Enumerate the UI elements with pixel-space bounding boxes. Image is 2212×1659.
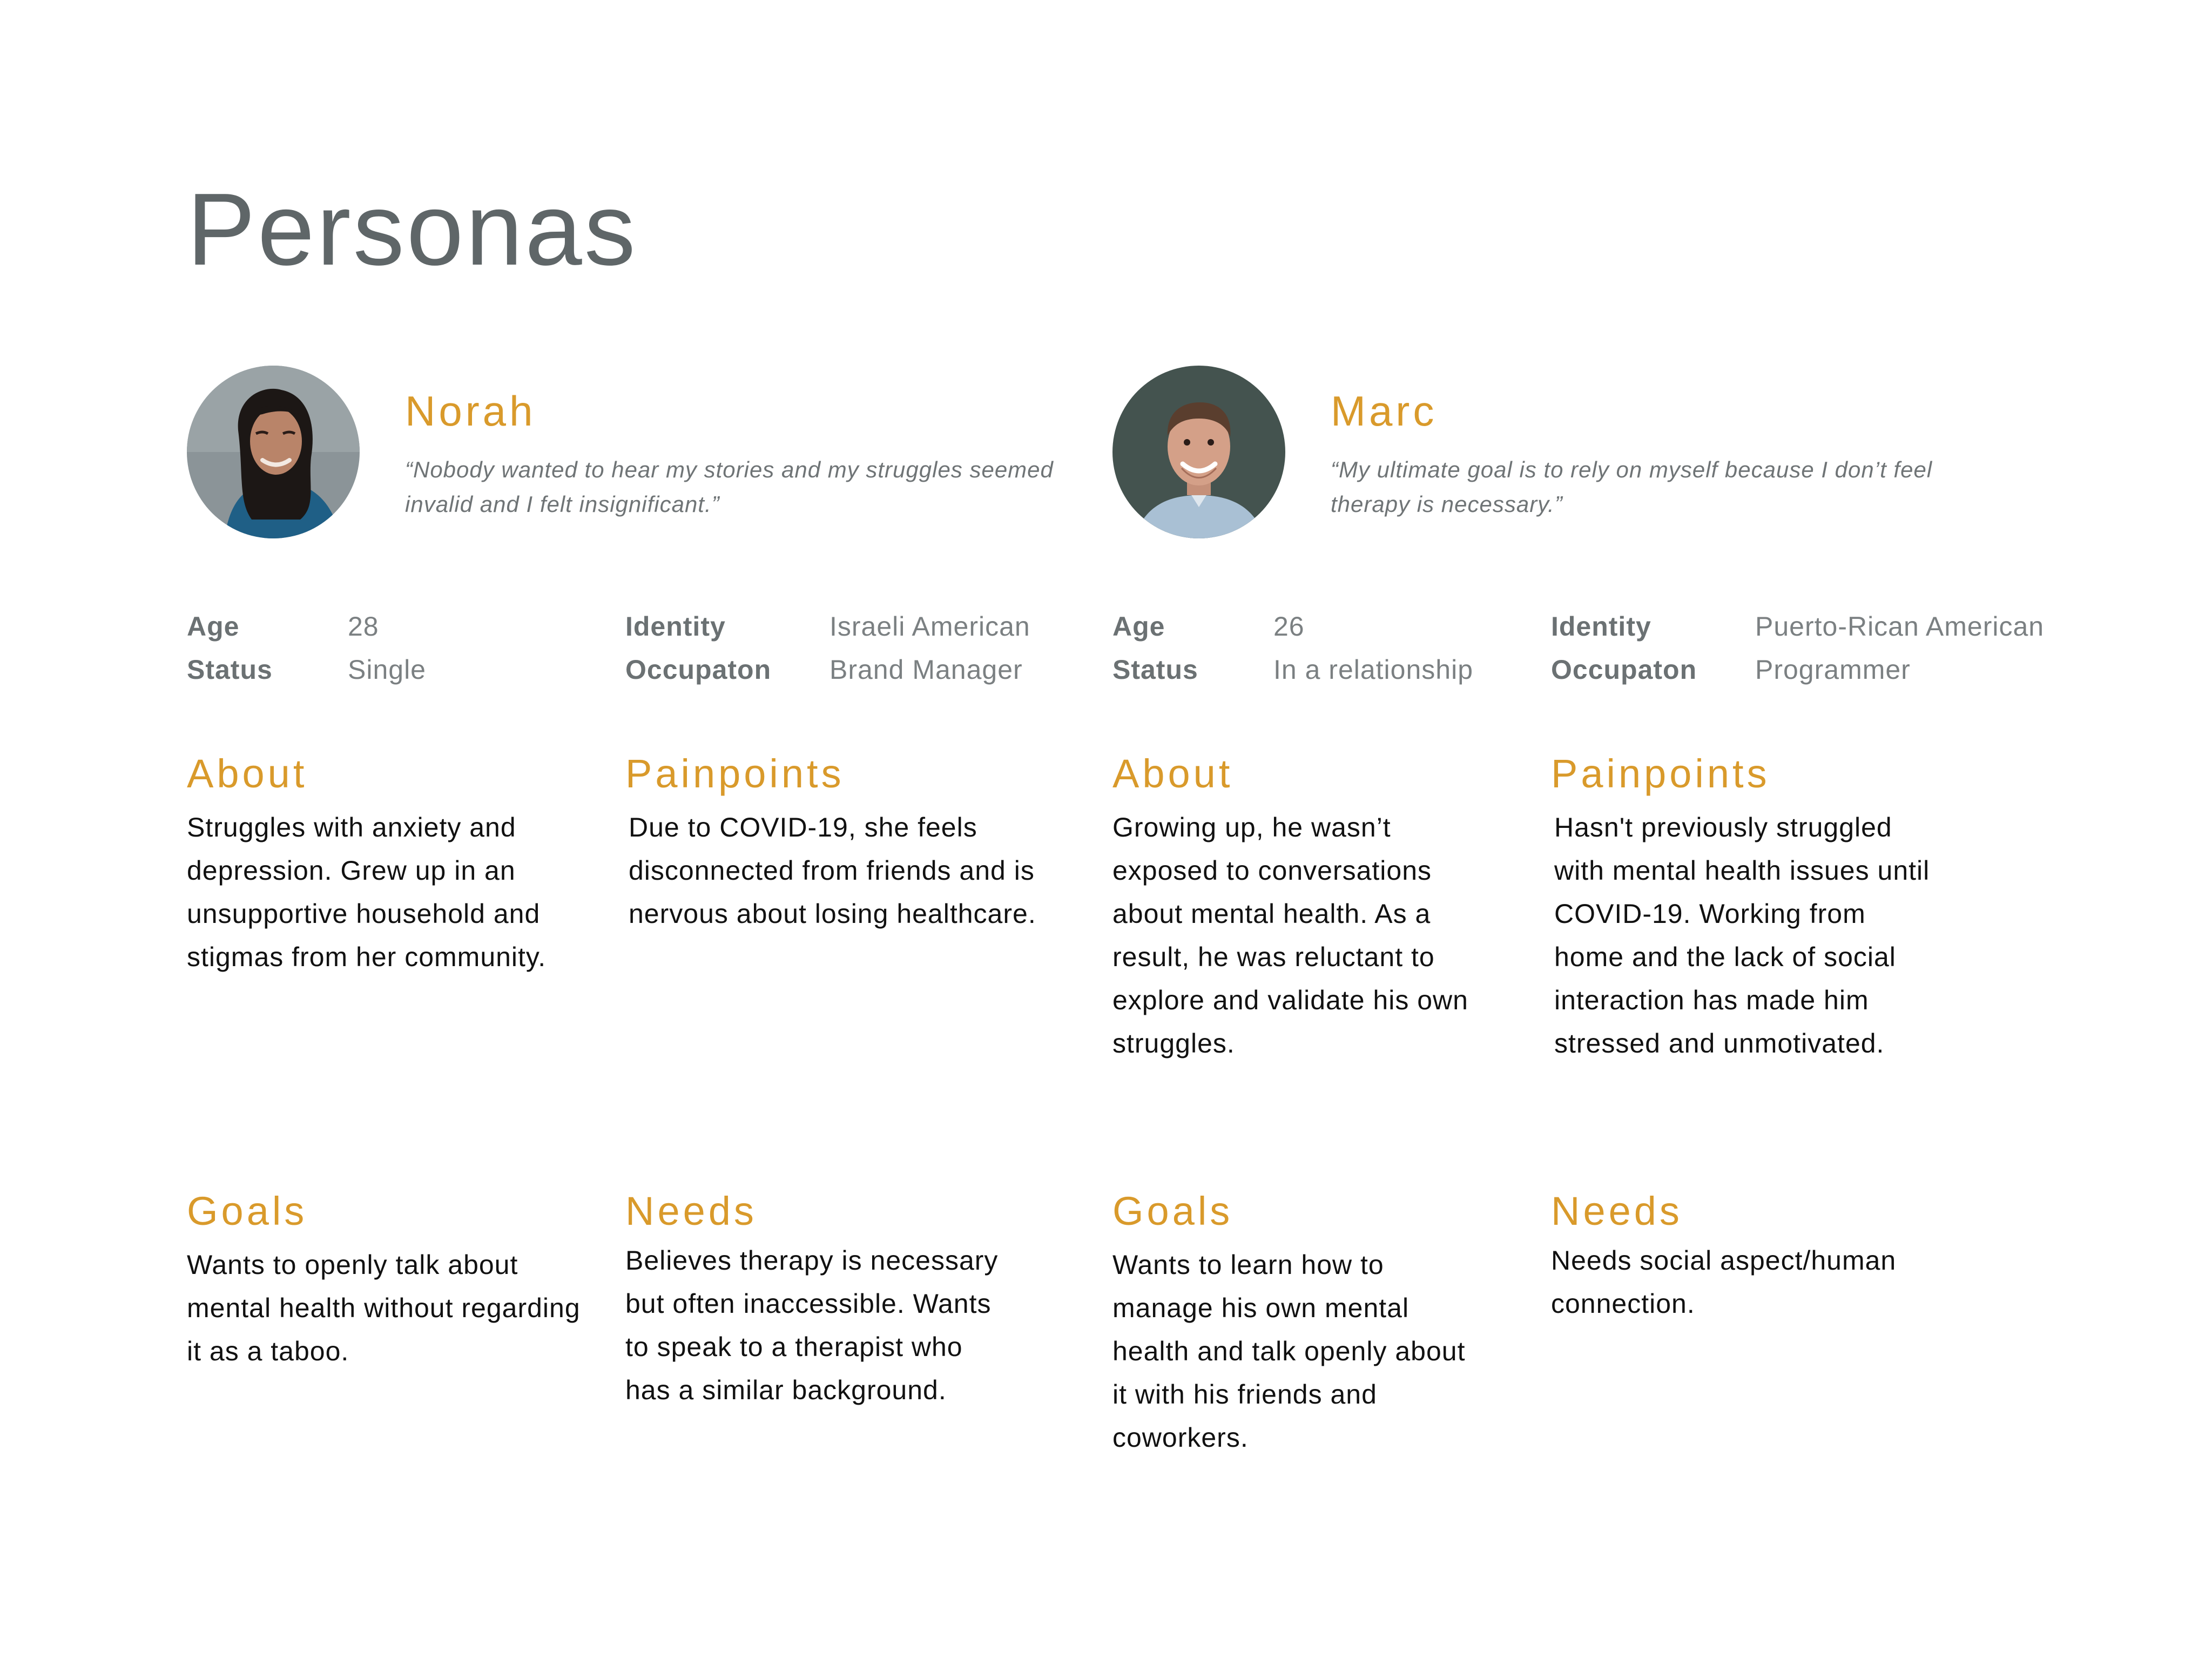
persona-name: Norah <box>405 387 536 435</box>
occupation-row <box>625 648 1030 691</box>
occupation-label: Occupaton <box>625 655 772 685</box>
about-heading: About <box>187 751 308 796</box>
persona-photo-norah <box>187 366 360 538</box>
age-value: 26 <box>1273 611 1305 642</box>
persona-card-marc <box>1112 0 2045 1659</box>
painpoints-text: Due to COVID-19, she feels disconnected from friends and is nervous about losing healthcare. <box>629 812 1036 929</box>
persona-quote: “Nobody wanted to hear my stories and my struggles seemed invalid and I felt insignificant.” <box>405 457 1054 517</box>
status-value: Single <box>348 655 426 685</box>
persona-quote: “My ultimate goal is to rely on myself because I don’t feel therapy is necessary.” <box>1331 457 1933 517</box>
persona-card-norah <box>187 0 1116 1659</box>
goals-text: Wants to openly talk about mental health without regarding it as a taboo. <box>187 1250 581 1366</box>
goals-heading: Goals <box>1112 1189 1233 1233</box>
persona-facts-basic <box>187 605 426 691</box>
identity-value: Puerto-Rican American <box>1755 611 2045 642</box>
persona-facts-basic <box>1112 605 1473 691</box>
age-label: Age <box>187 611 240 642</box>
age-label: Age <box>1112 611 1165 642</box>
age-value: 28 <box>348 611 379 642</box>
identity-label: Identity <box>1551 611 1651 642</box>
persona-facts-identity <box>625 605 1030 691</box>
needs-text: Needs social aspect/human connection. <box>1551 1245 1897 1319</box>
about-heading: About <box>1112 751 1233 796</box>
identity-label: Identity <box>625 611 726 642</box>
avatar <box>1112 366 1285 538</box>
avatar <box>187 366 360 538</box>
occupation-value: Programmer <box>1755 655 1911 685</box>
goals-text: Wants to learn how to manage his own mental health and talk openly about it with his friends and coworkers. <box>1112 1250 1466 1453</box>
identity-value: Israeli American <box>830 611 1030 642</box>
status-label: Status <box>187 655 273 685</box>
identity-row <box>625 605 1030 648</box>
painpoints-heading: Painpoints <box>1551 751 1770 796</box>
about-text: Growing up, he wasn’t exposed to conversations about mental health. As a result, he was reluctant to explore and validate his own struggles. <box>1112 812 1468 1058</box>
occupation-row <box>1551 648 2044 691</box>
age-row <box>187 605 426 648</box>
goals-heading: Goals <box>187 1189 308 1233</box>
about-text: Struggles with anxiety and depression. Grew up in an unsupportive household and stigmas from her community. <box>187 812 547 972</box>
needs-heading: Needs <box>625 1189 757 1233</box>
painpoints-text: Hasn't previously struggled with mental health issues until COVID-19. Working from home and the lack of social interaction has made him stressed and unmotivated. <box>1554 812 1930 1058</box>
painpoints-heading: Painpoints <box>625 751 845 796</box>
occupation-label: Occupaton <box>1551 655 1697 685</box>
identity-row <box>1551 605 2044 648</box>
status-value: In a relationship <box>1273 655 1474 685</box>
persona-photo-marc <box>1112 366 1285 538</box>
persona-name: Marc <box>1331 387 1438 435</box>
persona-facts-identity <box>1551 605 2044 691</box>
needs-heading: Needs <box>1551 1189 1683 1233</box>
status-row <box>187 648 426 691</box>
needs-text: Believes therapy is necessary but often inaccessible. Wants to speak to a therapist who has a similar background. <box>625 1245 999 1405</box>
occupation-value: Brand Manager <box>830 655 1023 685</box>
status-label: Status <box>1112 655 1198 685</box>
page-title: Personas <box>187 172 638 287</box>
age-row <box>1112 605 1473 648</box>
status-row <box>1112 648 1473 691</box>
